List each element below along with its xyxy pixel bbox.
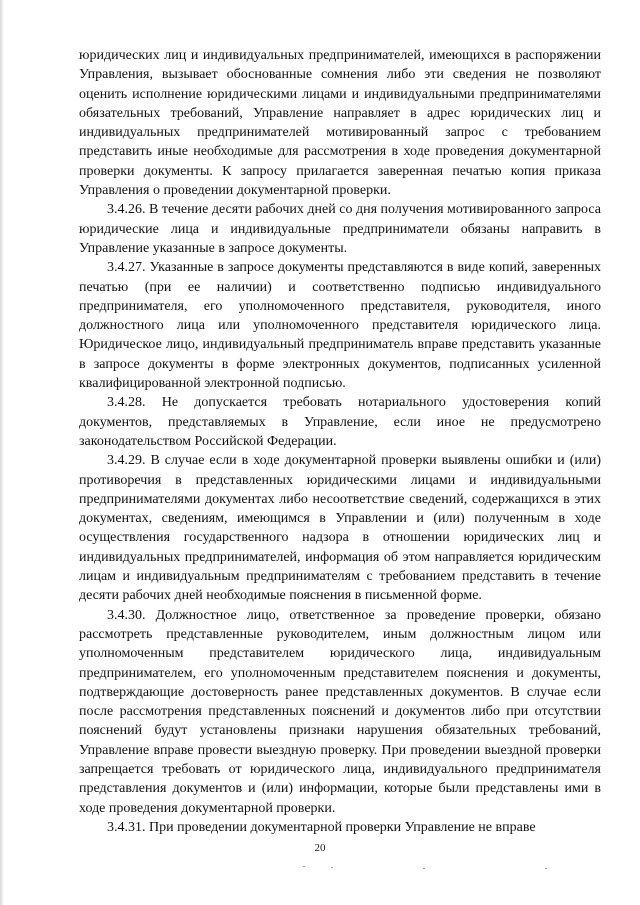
paragraph-continuation: юридических лиц и индивидуальных предпринимателей, имеющихся в распоряжении Управления, вызывает обоснованные сомнения либо эти сведения не позволяют оценить исполнение юридическими лицами и индивидуальными предпринимателями обязательных требований, Управление направляет в адрес юридических лиц и индивидуальных предпринимателей мотивированный запрос с требованием представить иные необходимые для рассмотрения в ходе проведения документарной проверки документы. К запросу прилагается заверенная печатью копия приказа Управления о проведении документарной проверки. (79, 48, 601, 199)
paragraph-3-4-28: 3.4.28. Не допускается требовать нотариального удостоверения копий документов, представляемых в Управление, если иное не предусмотрено законодательством Российской Федерации. (79, 395, 601, 449)
document-body (79, 46, 601, 837)
paragraph-3-4-31: 3.4.31. При проведении документарной проверки Управление не вправе (107, 819, 536, 835)
scan-speck (545, 868, 547, 869)
paragraph-3-4-30: 3.4.30. Должностное лицо, ответственное за проведение проверки, обязано рассмотреть представленные руководителем, иным должностным лицом или уполномоченным представителем юридического лица, индивидуальным предпринимателем, его уполномоченным представителем пояснения и документы, подтверждающие достоверность ранее представленных документов. В случае если после рассмотрения представленных пояснений и документов либо при отсутствии пояснений будут установлены признаки нарушения обязательных требований, Управление вправе провести выездную проверку. При проведении выездной проверки запрещается требовать от юридического лица, индивидуального предпринимателя представления документов и (или) информации, которые были представлены ими в ходе проведения документарной проверки. (79, 607, 601, 816)
paragraph-3-4-26: 3.4.26. В течение десяти рабочих дней со дня получения мотивированного запроса юридические лица и индивидуальные предприниматели обязаны направить в Управление указанные в запросе документы. (79, 202, 601, 256)
paragraph-3-4-29: 3.4.29. В случае если в ходе документарной проверки выявлены ошибки и (или) противоречия в представленных юридическими лицами и индивидуальными предпринимателями документах либо несоответствие сведений, содержащихся в этих документах, сведениям, имеющимся в Управлении и (или) полученным в ходе осуществления государственного надзора в отношении юридических лиц и индивидуальных предпринимателей, информация об этом направляется юридическим лицам и индивидуальным предпринимателям с требованием представить в течение десяти рабочих дней необходимые пояснения в письменной форме. (79, 453, 601, 604)
scan-speck (331, 867, 333, 868)
page-edge-shadow (0, 0, 4, 905)
page-number: 20 (314, 842, 326, 854)
scan-speck (303, 866, 305, 867)
scan-speck (423, 868, 425, 869)
paragraph-3-4-27: 3.4.27. Указанные в запросе документы представляются в виде копий, заверенных печатью (при ее наличии) и соответственно подписью индивидуального предпринимателя, его уполномоченного представителя, руководителя, иного должностного лица или уполномоченного представителя юридического лица. Юридическое лицо, индивидуальный предприниматель вправе представить указанные в запросе документы в форме электронных документов, подписанных усиленной квалифицированной электронной подписью. (79, 260, 601, 392)
